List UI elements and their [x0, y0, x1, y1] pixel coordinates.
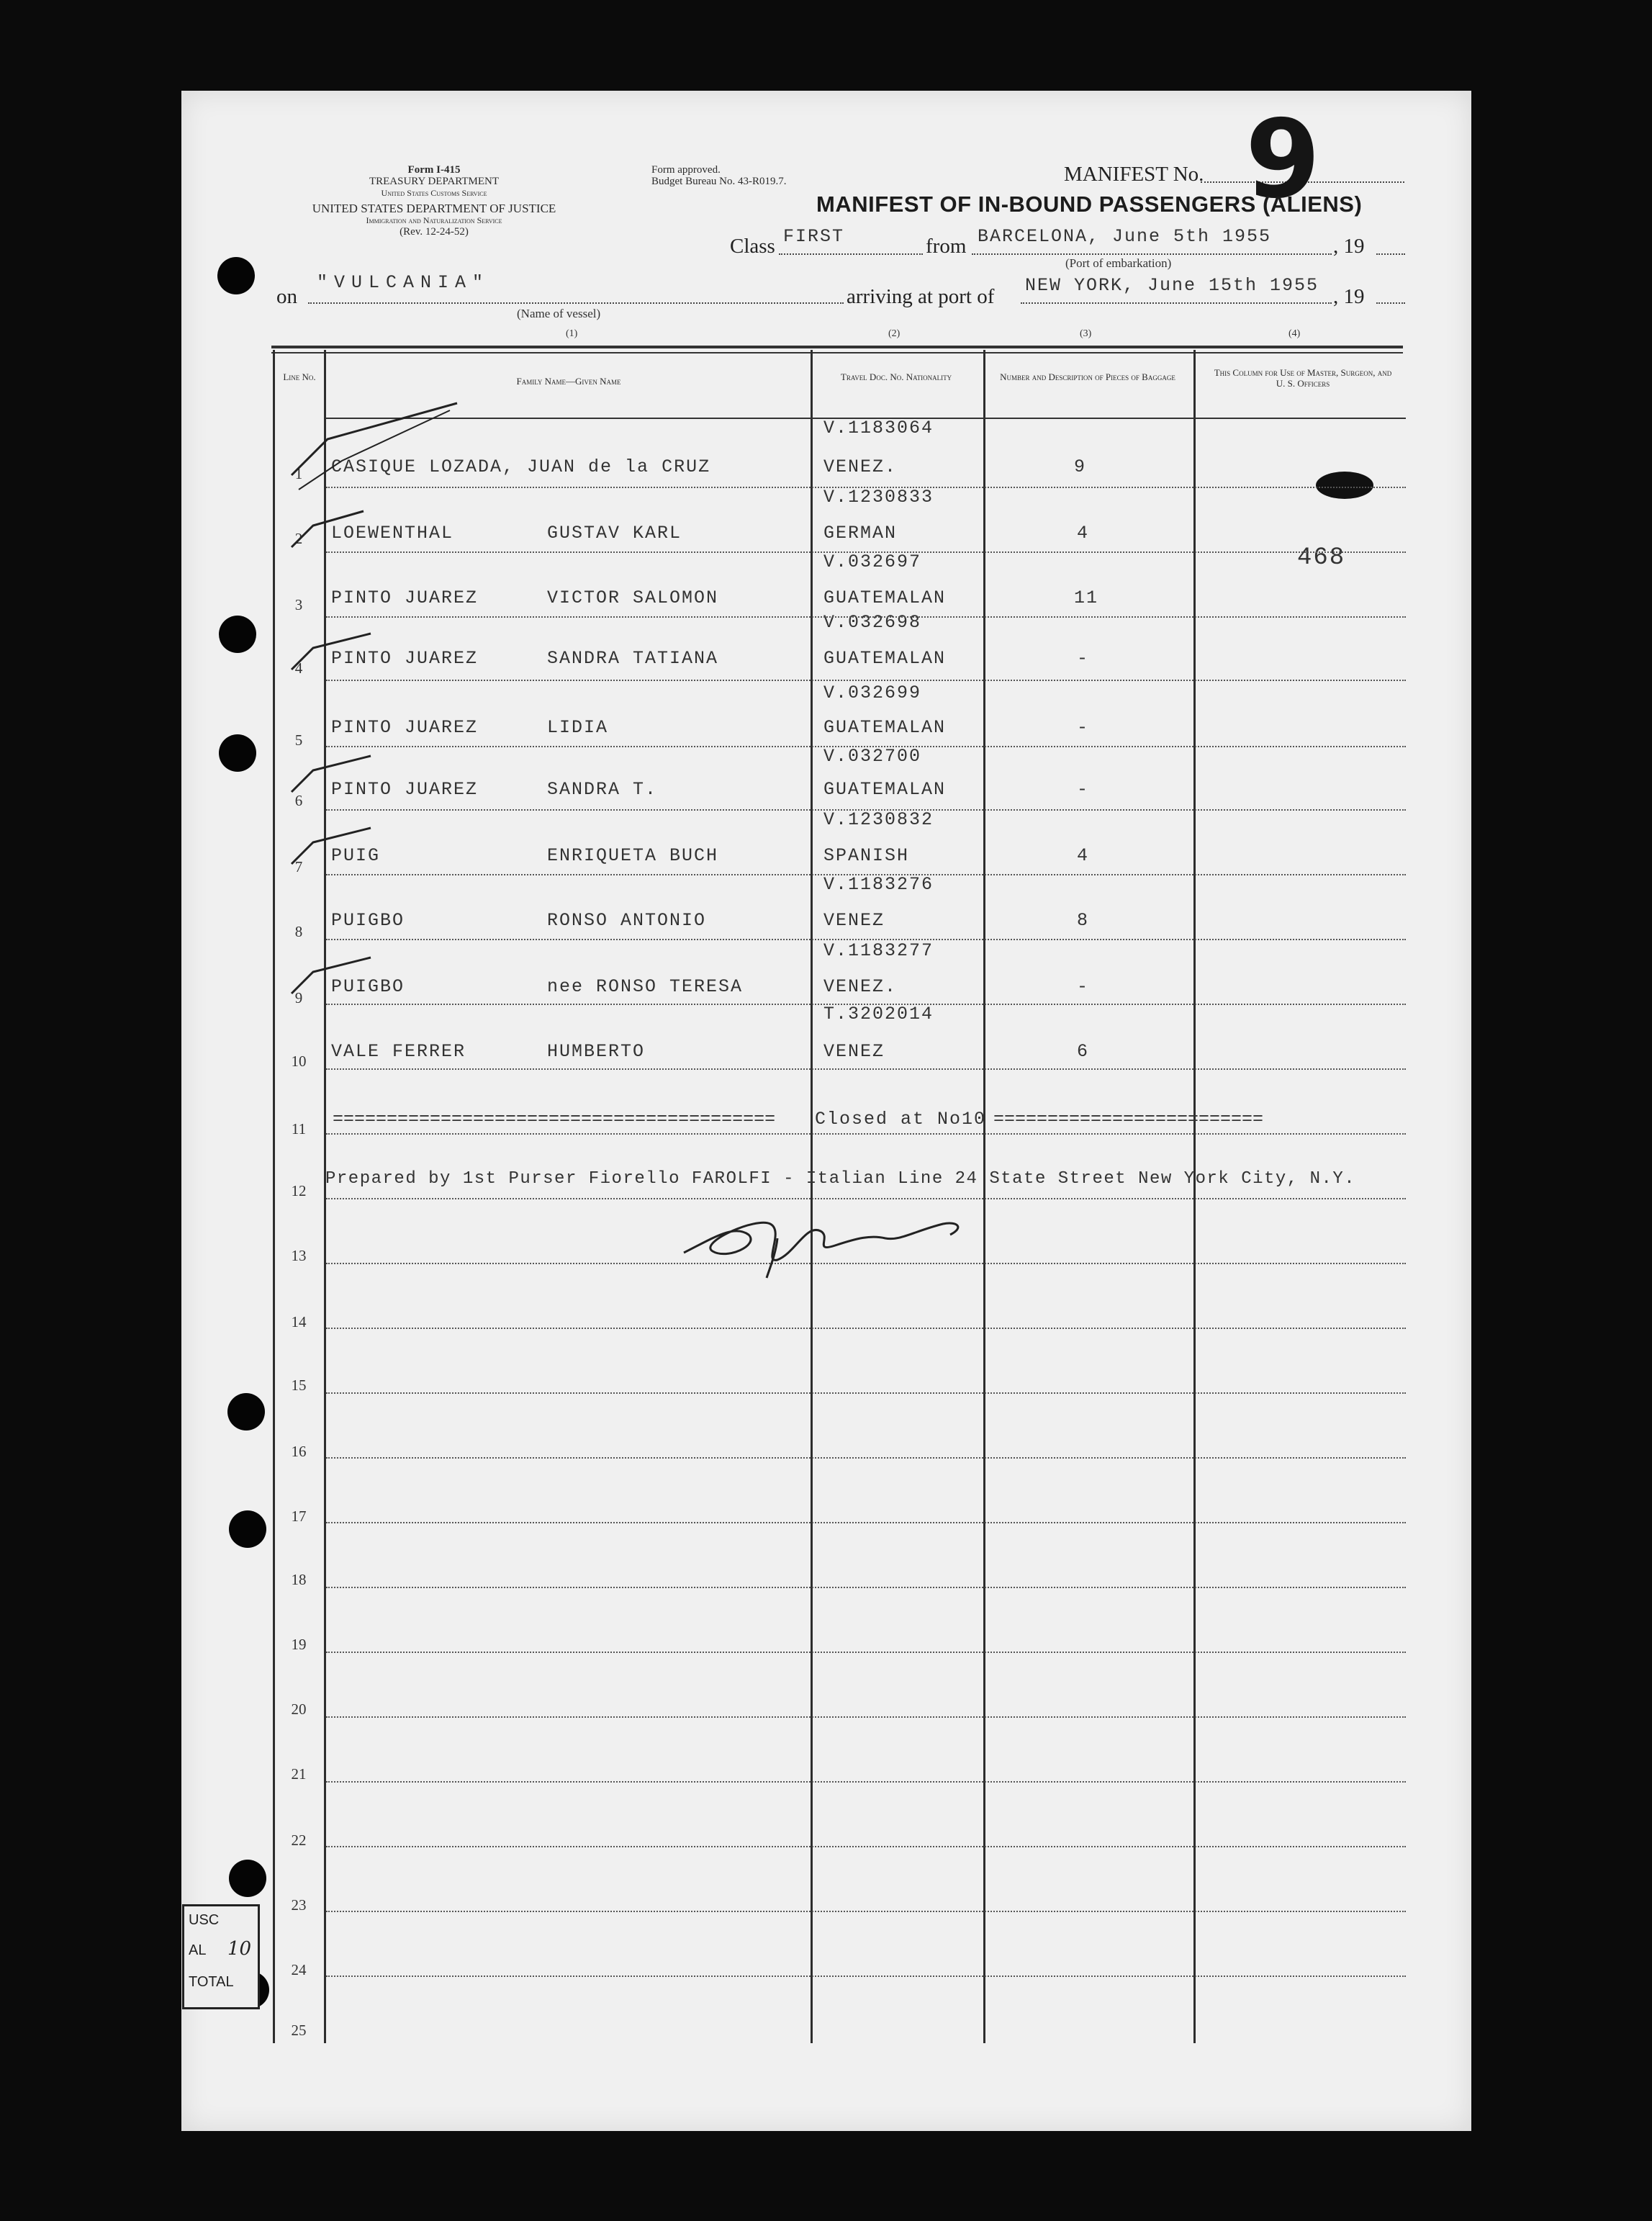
prepared-by: Prepared by 1st Purser Fiorello FAROLFI - Italian Line 24 State Street New York City, N.Y.	[325, 1169, 1356, 1189]
doc-number: V.1183064	[823, 418, 934, 438]
baggage-count: 8	[1077, 910, 1090, 931]
nationality: GUATEMALAN	[823, 587, 947, 608]
line-number: 13	[291, 1247, 307, 1264]
nationality: VENEZ	[823, 1041, 885, 1062]
passenger-given-name: GUSTAV KARL	[547, 523, 682, 544]
year-1-line	[1376, 253, 1405, 255]
line-number: 15	[291, 1377, 307, 1394]
passenger-given-name: VICTOR SALOMON	[547, 587, 719, 608]
year-2: , 19	[1333, 285, 1365, 308]
line-number: 22	[291, 1832, 307, 1849]
line-number: 14	[291, 1313, 307, 1330]
line-number: 20	[291, 1700, 307, 1718]
passenger-family-name: PINTO JUAREZ	[331, 587, 479, 608]
doc-number: V.032698	[823, 612, 922, 633]
doc-number: V.032699	[823, 682, 922, 703]
passenger-given-name: RONSO ANTONIO	[547, 910, 707, 931]
col-divider-bags	[1193, 350, 1196, 2043]
doc-number: T.3202014	[823, 1004, 934, 1024]
signature	[669, 1195, 986, 1281]
treasury-dept: TREASURY DEPARTMENT	[369, 176, 500, 187]
officer-annotation: 468	[1297, 544, 1346, 572]
punch-hole	[219, 616, 256, 653]
vessel-line	[308, 302, 844, 304]
line-number: 21	[291, 1765, 307, 1783]
vessel-name: "VULCANIA"	[317, 272, 490, 293]
justice-dept: UNITED STATES DEPARTMENT OF JUSTICE	[312, 202, 556, 215]
header-left-block	[272, 164, 596, 238]
form-number: Form I-415	[407, 164, 461, 176]
doc-number: V.032697	[823, 551, 922, 572]
line-number: 18	[291, 1571, 307, 1588]
stamp-line-2-value: 10	[227, 1938, 252, 1960]
baggage-count: 9	[1074, 456, 1087, 477]
doc-number: V.1230832	[823, 809, 934, 830]
table-top-rule-2	[271, 352, 1403, 353]
punch-hole	[219, 734, 256, 772]
vessel-caption: (Name of vessel)	[517, 307, 601, 320]
arriving-label: arriving at port of	[847, 285, 995, 308]
doc-number: V.032700	[823, 746, 922, 767]
passenger-given-name: nee RONSO TERESA	[547, 976, 744, 997]
col-header-line-no: Line No.	[283, 371, 316, 382]
line-number: 10	[291, 1053, 307, 1070]
col-num-1: (1)	[566, 328, 578, 339]
nationality: GUATEMALAN	[823, 648, 947, 669]
passenger-family-name: PINTO JUAREZ	[331, 717, 479, 738]
stamp-line-2: AL	[189, 1942, 207, 1958]
on-label: on	[276, 285, 297, 308]
baggage-count: 11	[1074, 587, 1099, 608]
doc-number: V.1183277	[823, 940, 934, 961]
col-num-4: (4)	[1288, 328, 1301, 339]
baggage-count: 4	[1077, 845, 1090, 866]
check-marks	[284, 389, 486, 1037]
col-header-baggage: Number and Description of Pieces of Baggage	[1000, 371, 1175, 382]
col-header-name: Family Name—Given Name	[516, 376, 621, 387]
passenger-family-name: LOEWENTHAL	[331, 523, 454, 544]
baggage-count: 4	[1077, 523, 1090, 544]
line-number: 7	[294, 858, 303, 875]
immigration-service: Immigration and Naturalization Service	[366, 215, 502, 225]
nationality: VENEZ.	[823, 456, 898, 477]
punch-hole	[229, 1860, 266, 1897]
line-number: 5	[294, 731, 303, 749]
passenger-family-name: VALE FERRER	[331, 1041, 466, 1062]
from-value: BARCELONA, June 5th 1955	[978, 226, 1272, 247]
passenger-family-name: PUIGBO	[331, 976, 405, 997]
year-2-line	[1376, 302, 1405, 304]
form-title: MANIFEST OF IN-BOUND PASSENGERS (ALIENS)	[816, 192, 1363, 217]
passenger-given-name: ENRIQUETA BUCH	[547, 845, 719, 866]
approved-text: Form approved.	[651, 164, 721, 176]
col-num-3: (3)	[1080, 328, 1092, 339]
line-number: 9	[294, 989, 303, 1006]
line-number: 6	[294, 792, 303, 809]
baggage-count: -	[1077, 976, 1090, 997]
from-line	[972, 253, 1332, 255]
line-number: 8	[294, 923, 303, 940]
stamp-line-3: TOTAL	[189, 1974, 234, 1990]
class-value: FIRST	[783, 226, 845, 247]
line-number: 16	[291, 1443, 307, 1460]
passenger-family-name: PUIGBO	[331, 910, 405, 931]
closed-dashes-right: =========================	[993, 1109, 1264, 1130]
table-top-rule	[271, 346, 1403, 348]
line-number: 4	[294, 659, 303, 677]
col-header-travel-doc: Travel Doc. No. Nationality	[840, 371, 952, 382]
line-number: 11	[291, 1120, 307, 1137]
line-number: 12	[291, 1182, 307, 1199]
line-number: 17	[291, 1508, 307, 1525]
nationality: GUATEMALAN	[823, 779, 947, 800]
form-approved	[651, 164, 786, 187]
passenger-given-name: HUMBERTO	[547, 1041, 646, 1062]
year-1: , 19	[1333, 235, 1365, 258]
passenger-family-name: PINTO JUAREZ	[331, 779, 479, 800]
passenger-given-name: SANDRA TATIANA	[547, 648, 719, 669]
doc-number: V.1183276	[823, 874, 934, 895]
arriving-line	[1021, 302, 1332, 304]
usc-stamp	[182, 1904, 260, 2009]
passenger-family-name: PUIG	[331, 845, 381, 866]
punch-hole	[217, 257, 255, 294]
nationality: GUATEMALAN	[823, 717, 947, 738]
closed-dashes-left: =========================================	[333, 1109, 776, 1130]
line-number: 25	[291, 2022, 307, 2039]
nationality: VENEZ.	[823, 976, 898, 997]
punch-hole	[227, 1393, 265, 1431]
line-number: 23	[291, 1896, 307, 1914]
class-line	[779, 253, 923, 255]
doc-number: V.1230833	[823, 487, 934, 508]
col-header-officers: This Column for Use of Master, Surgeon, and U. S. Officers	[1214, 367, 1392, 389]
manifest-number: 9	[1245, 97, 1321, 222]
col-num-2: (2)	[888, 328, 901, 339]
nationality: VENEZ	[823, 910, 885, 931]
nationality: GERMAN	[823, 523, 898, 544]
passenger-family-name: CASIQUE LOZADA, JUAN de la CRUZ	[331, 456, 711, 477]
nationality: SPANISH	[823, 845, 910, 866]
passenger-given-name: LIDIA	[547, 717, 609, 738]
baggage-count: -	[1077, 648, 1090, 669]
arriving-value: NEW YORK, June 15th 1955	[1025, 275, 1319, 296]
from-label: from	[926, 235, 967, 258]
baggage-count: 6	[1077, 1041, 1090, 1062]
passenger-family-name: PINTO JUAREZ	[331, 648, 479, 669]
line-number: 24	[291, 1961, 307, 1978]
passenger-given-name: SANDRA T.	[547, 779, 658, 800]
port-embarkation-caption: (Port of embarkation)	[1065, 256, 1172, 270]
line-number: 19	[291, 1636, 307, 1653]
ink-blot	[1316, 472, 1373, 499]
closed-at-text: Closed at No10	[815, 1109, 987, 1130]
manifest-no-label: MANIFEST No.	[1064, 163, 1204, 186]
line-number: 1	[294, 465, 303, 482]
stamp-line-1: USC	[189, 1912, 220, 1928]
baggage-count: -	[1077, 717, 1090, 738]
customs-service: United States Customs Service	[381, 188, 487, 198]
punch-hole	[229, 1510, 266, 1548]
budget-bureau: Budget Bureau No. 43-R019.7.	[651, 176, 787, 187]
line-number: 3	[294, 596, 303, 613]
form-revision: (Rev. 12-24-52)	[400, 226, 469, 238]
baggage-count: -	[1077, 779, 1090, 800]
line-number: 2	[294, 530, 303, 547]
class-label: Class	[730, 235, 775, 258]
